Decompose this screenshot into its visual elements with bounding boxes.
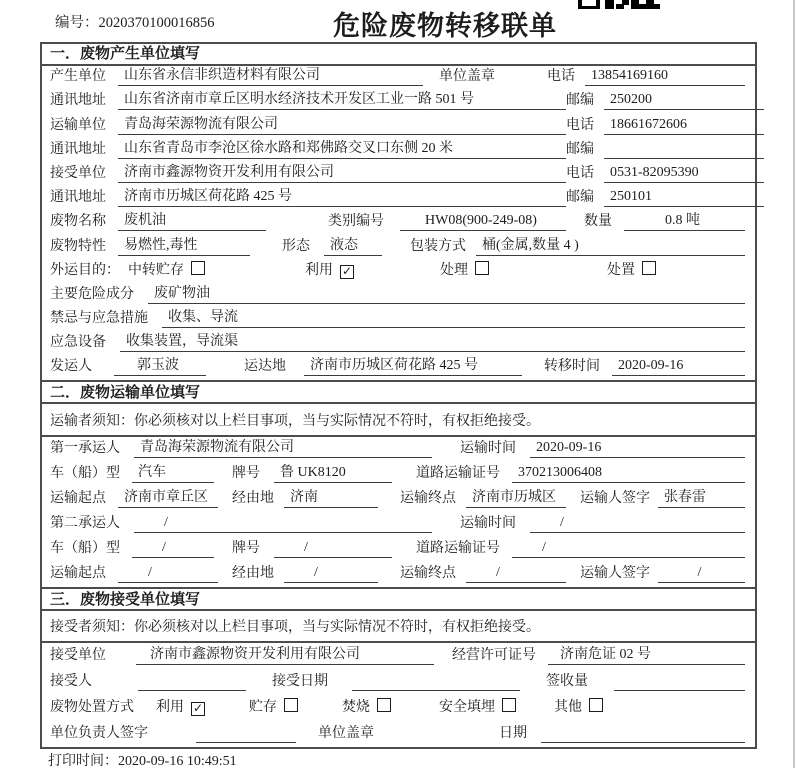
date-value: [541, 727, 745, 743]
quantity-label: 数量: [584, 214, 612, 230]
receiver-label: 接受人: [50, 674, 92, 690]
permit-value: 济南危证 02 号: [548, 643, 745, 665]
s3-receive-unit-value: 济南市鑫源物资开发利用有限公司: [136, 643, 434, 665]
addr2-value: 山东省青岛市李沧区徐水路和郑佛路交叉口东侧 20 米: [118, 137, 566, 159]
vehicle1-label: 车（船）型: [50, 466, 120, 482]
purpose-option-treat: [440, 259, 489, 280]
purpose-option-dispose: [607, 259, 656, 280]
row-transport-unit: [42, 114, 755, 138]
equipment-label: 应急设备: [50, 335, 106, 351]
time2-value: /: [530, 515, 745, 533]
row-receiver-person: [42, 669, 755, 695]
s3-receive-unit-label: 接受单位: [50, 648, 106, 664]
sender-value: 郭玉波: [114, 354, 206, 376]
phone3-label: 电话: [566, 165, 594, 181]
disposal-utilize-checkbox: ✓: [192, 701, 204, 716]
print-time-label: 打印时间：: [48, 754, 118, 769]
destination-label: 运达地: [244, 359, 286, 375]
zip1-value: 250200: [604, 92, 764, 110]
via2-label: 经由地: [232, 566, 274, 582]
receive-date-value: [352, 675, 520, 691]
time1-value: 2020-09-16: [530, 440, 745, 458]
row-transport-address: [42, 139, 755, 163]
s3-unit-seal-label: 单位盖章: [318, 726, 374, 742]
taboo-label: 禁忌与应急措施: [50, 311, 148, 327]
sign2-label: 运输人签字: [580, 566, 650, 582]
waste-name-value: 废机油: [118, 209, 266, 231]
zip3-value: 250101: [604, 189, 764, 207]
category-value: HW08(900-249-08): [400, 213, 566, 231]
row-disposal-method: [42, 695, 755, 721]
vehicle1-value: 汽车: [132, 461, 214, 483]
plate1-value: 鲁 UK8120: [274, 461, 392, 483]
row-receive-unit: [42, 163, 755, 187]
row-waste-character: [42, 235, 755, 259]
dispose-checkbox: [642, 261, 656, 275]
purpose-option-transit-storage-label: 中转贮存: [128, 262, 184, 278]
form-state-value: 液态: [324, 234, 382, 256]
manifest-form: [40, 42, 757, 749]
time1-label: 运输时间: [460, 441, 516, 457]
quantity-value: 0.8 吨: [624, 209, 745, 231]
section3-header: 三．废物接受单位填写: [42, 587, 755, 611]
produce-unit-label: 产生单位: [50, 69, 106, 85]
disposal-option-storage: [249, 696, 298, 717]
row-responsible-sign: [42, 721, 755, 747]
print-time-value: 2020-09-16 10:49:51: [118, 754, 237, 769]
row-waste-name: [42, 211, 755, 235]
section3-notice: 接受者须知：你必须核对以上栏目事项，当与实际情况不符时，有权拒绝接受。: [42, 611, 755, 643]
unit-seal-label: 单位盖章: [439, 69, 495, 85]
zip3-label: 邮编: [566, 190, 594, 206]
row-sender: [42, 356, 755, 380]
print-time-line: [48, 750, 237, 770]
row-produce-unit: [42, 66, 755, 90]
row-second-carrier: [42, 512, 755, 537]
receive-date-label: 接受日期: [272, 674, 328, 690]
row-hazard-component: [42, 284, 755, 308]
sign-qty-value: [614, 675, 745, 691]
row-receive-address: [42, 187, 755, 211]
zip1-label: 邮编: [566, 93, 594, 109]
disposal-utilize-label: 利用: [156, 700, 184, 716]
via1-value: 济南: [284, 486, 378, 508]
destination-value: 济南市历城区荷花路 425 号: [304, 354, 522, 376]
date-label: 日期: [499, 726, 527, 742]
vehicle2-label: 车（船）型: [50, 541, 120, 557]
addr1-value: 山东省济南市章丘区明水经济技术开发区工业一路 501 号: [118, 88, 566, 110]
disposal-option-landfill: [439, 696, 516, 717]
time2-label: 运输时间: [460, 516, 516, 532]
purpose-option-utilize: [305, 259, 354, 280]
disposal-incinerate-label: 焚烧: [342, 700, 370, 716]
phone2-label: 电话: [566, 117, 594, 133]
purpose-option-treat-label: 处理: [440, 262, 468, 278]
disposal-option-incinerate: [342, 696, 391, 717]
license1-value: 370213006408: [512, 465, 745, 483]
permit-label: 经营许可证号: [452, 648, 536, 664]
phone2-value: 18661672606: [604, 117, 764, 135]
hazard-value: 废矿物油: [148, 282, 745, 304]
carrier2-value: /: [134, 515, 432, 533]
origin2-value: /: [118, 565, 218, 583]
phone1-value: 13854169160: [585, 68, 745, 86]
category-label: 类别编号: [328, 214, 384, 230]
disposal-landfill-checkbox: [502, 698, 516, 712]
end1-value: 济南市历城区: [466, 486, 566, 508]
license2-label: 道路运输证号: [416, 541, 500, 557]
end1-label: 运输终点: [400, 491, 456, 507]
disposal-option-other: [554, 696, 603, 717]
plate2-value: /: [274, 540, 392, 558]
transport-unit-label: 运输单位: [50, 117, 106, 133]
origin1-label: 运输起点: [50, 491, 106, 507]
serial-label: 编号：: [55, 15, 99, 31]
window-edge-line: [793, 0, 795, 768]
row-producer-address: [42, 90, 755, 114]
row-first-carrier: [42, 437, 755, 462]
packing-label: 包装方式: [410, 238, 466, 254]
produce-unit-value: 山东省永信非织造材料有限公司: [118, 64, 423, 86]
transfer-time-label: 转移时间: [544, 359, 600, 375]
sign1-value: 张春雷: [658, 486, 745, 508]
sign-qty-label: 签收量: [546, 674, 588, 690]
license2-value: /: [512, 540, 745, 558]
plate2-label: 牌号: [232, 541, 260, 557]
row-emergency-equipment: [42, 332, 755, 356]
character-label: 废物特性: [50, 238, 106, 254]
packing-value: 桶(金属,数量 4 ): [476, 234, 745, 256]
origin2-label: 运输起点: [50, 566, 106, 582]
transit-storage-checkbox: [191, 261, 205, 275]
row-route-2: [42, 562, 755, 587]
transport-unit-value: 青岛海荣源物流有限公司: [118, 113, 566, 135]
addr2-label: 通讯地址: [50, 141, 106, 157]
addr1-label: 通讯地址: [50, 93, 106, 109]
page-title: 危险废物转移联单: [333, 11, 557, 41]
row-taboo-measures: [42, 308, 755, 332]
disposal-landfill-label: 安全填埋: [439, 700, 495, 716]
row-route-1: [42, 487, 755, 512]
waste-name-label: 废物名称: [50, 214, 106, 230]
serial-number-line: [55, 11, 215, 32]
sign2-value: /: [658, 565, 745, 583]
taboo-value: 收集、导流: [162, 306, 745, 328]
treat-checkbox: [475, 261, 489, 275]
qr-code-fragment: [578, 0, 662, 10]
via1-label: 经由地: [232, 491, 274, 507]
hazard-label: 主要危险成分: [50, 286, 134, 302]
via2-value: /: [284, 565, 378, 583]
phone1-label: 电话: [547, 69, 575, 85]
character-value: 易燃性,毒性: [118, 234, 250, 256]
utilize-checkbox: ✓: [341, 263, 353, 278]
row-vehicle-1: [42, 462, 755, 487]
disposal-storage-checkbox: [284, 698, 298, 712]
sign1-label: 运输人签字: [580, 491, 650, 507]
section1-header: 一．废物产生单位填写: [42, 44, 755, 66]
carrier1-value: 青岛海荣源物流有限公司: [134, 436, 432, 458]
serial-value: 2020370100016856: [98, 15, 215, 31]
row-transfer-purpose: [42, 260, 755, 284]
purpose-label: 外运目的：: [50, 262, 120, 278]
section2-notice: 运输者须知：你必须核对以上栏目事项，当与实际情况不符时，有权拒绝接受。: [42, 404, 755, 437]
disposal-other-checkbox: [589, 698, 603, 712]
purpose-option-transit-storage: [128, 259, 205, 280]
purpose-option-dispose-label: 处置: [607, 262, 635, 278]
responsible-sign-value: [196, 727, 296, 743]
transfer-time-value: 2020-09-16: [612, 358, 745, 376]
origin1-value: 济南市章丘区: [118, 486, 218, 508]
receiver-value: [138, 675, 246, 691]
end2-label: 运输终点: [400, 566, 456, 582]
addr3-label: 通讯地址: [50, 190, 106, 206]
responsible-sign-label: 单位负责人签字: [50, 726, 148, 742]
disposal-other-label: 其他: [554, 700, 582, 716]
plate1-label: 牌号: [232, 466, 260, 482]
form-state-label: 形态: [282, 238, 310, 254]
carrier2-label: 第二承运人: [50, 516, 120, 532]
disposal-incinerate-checkbox: [377, 698, 391, 712]
section2-header: 二．废物运输单位填写: [42, 380, 755, 404]
purpose-option-utilize-label: 利用: [305, 262, 333, 278]
carrier1-label: 第一承运人: [50, 441, 120, 457]
sender-label: 发运人: [50, 359, 92, 375]
license1-label: 道路运输证号: [416, 466, 500, 482]
disposal-label: 废物处置方式: [50, 700, 134, 716]
equipment-value: 收集装置，导流渠: [120, 330, 745, 352]
row-receiver-unit: [42, 643, 755, 669]
end2-value: /: [466, 565, 566, 583]
vehicle2-value: /: [132, 540, 214, 558]
receive-unit-value: 济南市鑫源物资开发利用有限公司: [118, 161, 566, 183]
row-vehicle-2: [42, 537, 755, 562]
receive-unit-label: 接受单位: [50, 165, 106, 181]
zip2-label: 邮编: [566, 141, 594, 157]
disposal-option-utilize: [156, 696, 205, 717]
addr3-value: 济南市历城区荷花路 425 号: [118, 185, 566, 207]
zip2-value: [604, 143, 764, 159]
phone3-value: 0531-82095390: [604, 165, 764, 183]
disposal-storage-label: 贮存: [249, 700, 277, 716]
